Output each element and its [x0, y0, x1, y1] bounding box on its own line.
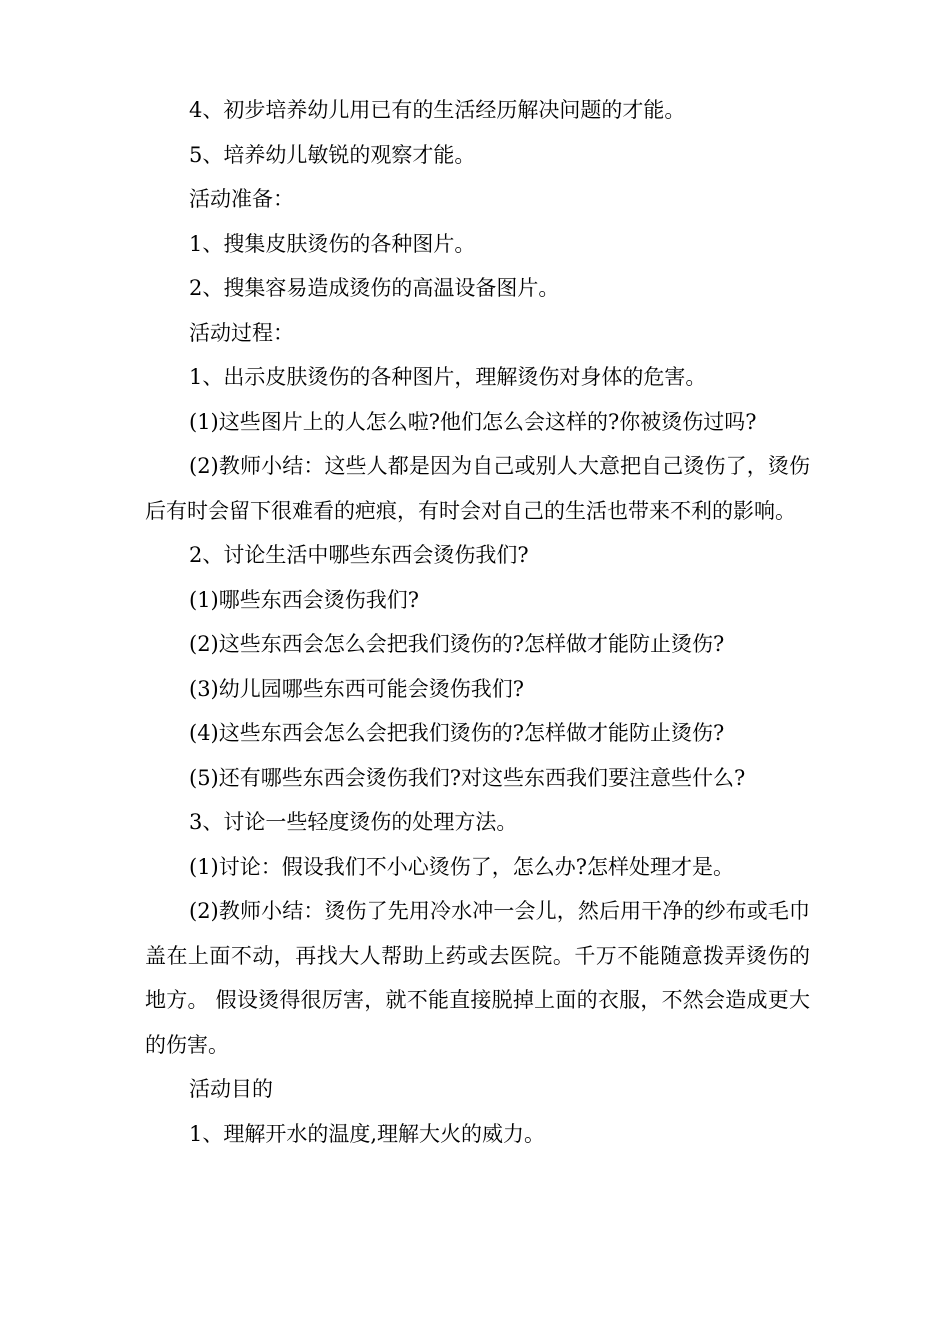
paragraph-goal-4: 4、初步培养幼儿用已有的生活经历解决问题的才能。 — [189, 98, 686, 122]
paragraph-step-2-q2: (2)这些东西会怎么会把我们烫伤的?怎样做才能防止烫伤? — [189, 632, 725, 656]
paragraph-prep-1: 1、搜集皮肤烫伤的各种图片。 — [189, 231, 476, 256]
paragraph-step-2-q5: (5)还有哪些东西会烫伤我们?对这些东西我们要注意些什么? — [189, 765, 746, 790]
paragraph-step-3-summary: (2)教师小结：烫伤了先用冷水冲一会儿，然后用干净的纱布或毛巾盖在上面不动，再找大人帮助上药或去医院。千万不能随意拨弄烫伤的地方。 假设烫得很厉害，就不能直接脱掉上面的衣服，不然会造成更大的伤害。 — [145, 899, 810, 1057]
paragraph-step-2-q1: (1)哪些东西会烫伤我们? — [189, 587, 420, 612]
paragraph-prep-2: 2、搜集容易造成烫伤的高温设备图片。 — [189, 276, 560, 300]
paragraph-step-3: 3、讨论一些轻度烫伤的处理方法。 — [189, 810, 518, 834]
paragraph-step-1-summary: (2)教师小结：这些人都是因为自己或别人大意把自己烫伤了，烫伤后有时会留下很难看的疤痕，有时会对自己的生活也带来不利的影响。 — [145, 454, 810, 523]
heading-activity-goal: 活动目的 — [189, 1077, 273, 1101]
document-body — [145, 88, 810, 1156]
paragraph-goal-5: 5、培养幼儿敏锐的观察才能。 — [189, 142, 476, 167]
paragraph-step-3-q1: (1)讨论：假设我们不小心烫伤了，怎么办?怎样处理才是。 — [189, 854, 735, 879]
paragraph-step-1: 1、出示皮肤烫伤的各种图片，理解烫伤对身体的危害。 — [189, 365, 707, 389]
paragraph-step-2-q4: (4)这些东西会怎么会把我们烫伤的?怎样做才能防止烫伤? — [189, 721, 725, 745]
heading-preparation: 活动准备： — [189, 187, 294, 211]
paragraph-step-2: 2、讨论生活中哪些东西会烫伤我们? — [189, 543, 529, 567]
paragraph-step-2-q3: (3)幼儿园哪些东西可能会烫伤我们? — [189, 676, 525, 701]
heading-process: 活动过程： — [189, 320, 294, 345]
paragraph-step-1-q1: (1)这些图片上的人怎么啦?他们怎么会这样的?你被烫伤过吗? — [189, 409, 757, 434]
paragraph-activity-goal-1: 1、理解开水的温度,理解大火的威力。 — [189, 1121, 546, 1146]
